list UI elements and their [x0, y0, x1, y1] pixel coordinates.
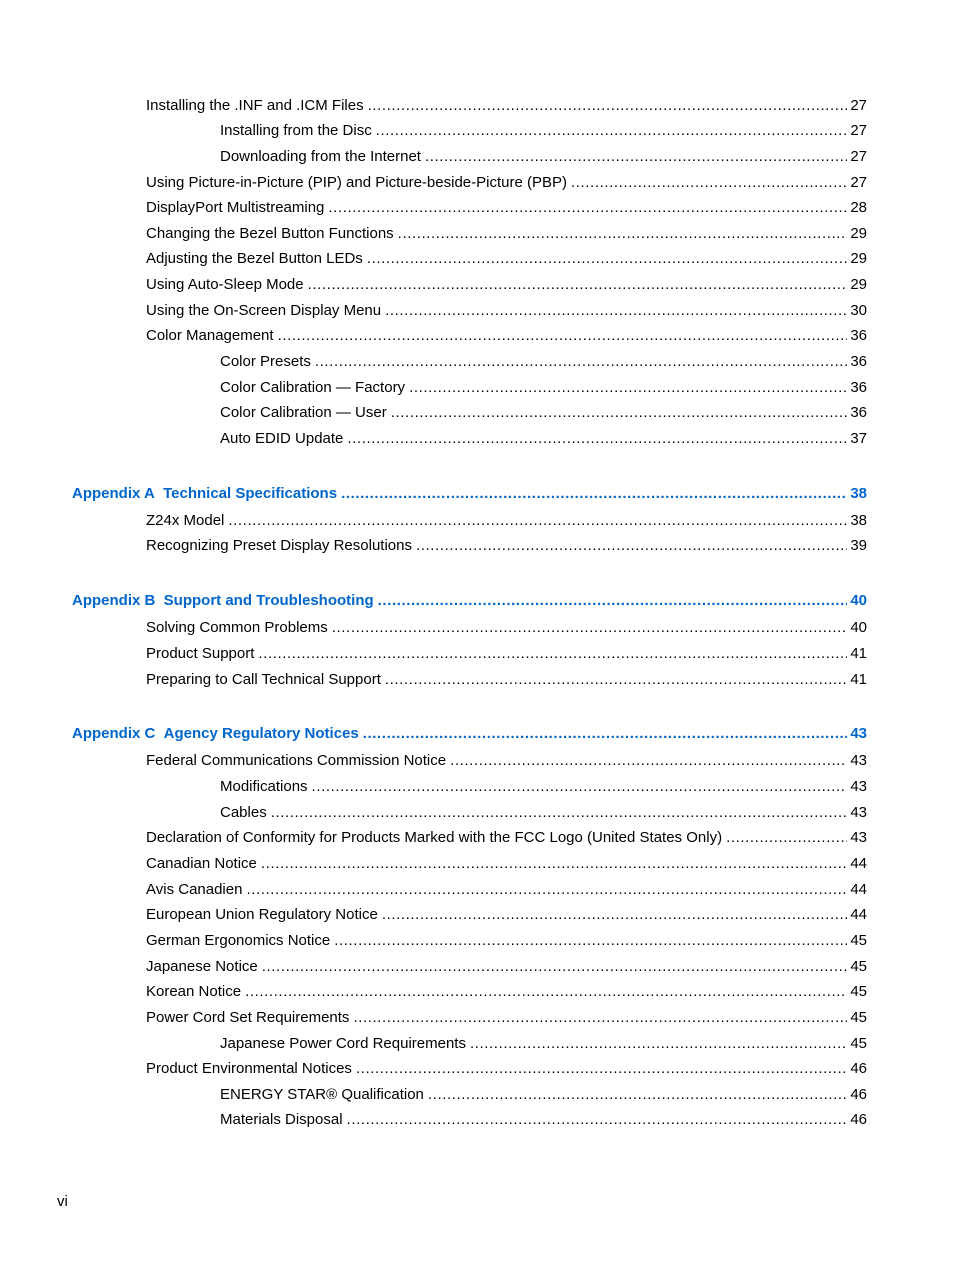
toc-entry-title: Z24x Model [146, 512, 225, 529]
toc-entry-title: German Ergonomics Notice [146, 932, 331, 949]
toc-entry-title: Appendix B Support and Troubleshooting [72, 592, 374, 609]
toc-page-number: 44 [850, 881, 867, 898]
toc-entry-title: Korean Notice [146, 983, 242, 1000]
dot-leader [258, 643, 847, 665]
toc-entry-title: Federal Communications Commission Notice [146, 752, 447, 769]
toc-entry[interactable] [146, 325, 867, 347]
toc-entry-title: Power Cord Set Requirements [146, 1009, 350, 1026]
toc-entry[interactable] [146, 1058, 867, 1080]
toc-entry[interactable] [220, 428, 867, 450]
dot-leader [347, 428, 847, 450]
dot-leader [378, 590, 848, 612]
dot-leader [428, 1084, 847, 1106]
dot-leader [726, 827, 847, 849]
toc-entry-title: Downloading from the Internet [220, 148, 421, 165]
toc-entry[interactable] [146, 197, 867, 219]
dot-leader [341, 483, 847, 505]
toc-page-number: 43 [850, 752, 867, 769]
toc-entry[interactable] [146, 853, 867, 875]
dot-leader [315, 351, 847, 373]
toc-page-number: 46 [850, 1086, 867, 1103]
toc-entry[interactable] [146, 1007, 867, 1029]
toc-entry[interactable] [146, 95, 867, 117]
toc-entry[interactable] [220, 402, 867, 424]
toc-page-number: 28 [850, 199, 867, 216]
toc-entry[interactable] [220, 146, 867, 168]
toc-entry[interactable] [220, 776, 867, 798]
dot-leader [353, 1007, 847, 1029]
dot-leader [425, 146, 847, 168]
toc-page-number: 36 [850, 353, 867, 370]
toc-page-number: 27 [850, 174, 867, 191]
toc-entry[interactable] [146, 956, 867, 978]
toc-entry[interactable] [146, 981, 867, 1003]
toc-entry-title: Appendix C Agency Regulatory Notices [72, 725, 359, 742]
toc-page-number: 29 [850, 225, 867, 242]
toc-entry-title: Color Management [146, 327, 274, 344]
dot-leader [356, 1058, 847, 1080]
toc-page-number: 43 [850, 725, 867, 742]
toc-entry[interactable] [220, 802, 867, 824]
dot-leader [450, 750, 847, 772]
page-number-footer: vi [57, 1193, 68, 1210]
dot-leader [398, 223, 848, 245]
toc-entry[interactable] [146, 535, 867, 557]
toc-page-number: 29 [850, 250, 867, 267]
toc-page-number: 41 [850, 671, 867, 688]
toc-page-number: 45 [850, 983, 867, 1000]
toc-page-number: 40 [850, 619, 867, 636]
toc-entry-title: Avis Canadien [146, 881, 243, 898]
toc-page-number: 27 [850, 97, 867, 114]
dot-leader [382, 904, 848, 926]
toc-entry-title: Recognizing Preset Display Resolutions [146, 537, 412, 554]
toc-entry[interactable] [146, 510, 867, 532]
toc-entry-title: Using Picture-in-Picture (PIP) and Picture-beside-Picture (PBP) [146, 174, 567, 191]
toc-entry-title: DisplayPort Multistreaming [146, 199, 325, 216]
toc-appendix-c[interactable] [72, 723, 867, 745]
toc-page-number: 30 [850, 302, 867, 319]
toc-page-number: 44 [850, 906, 867, 923]
toc-entry-title: Appendix A Technical Specifications [72, 485, 338, 502]
toc-appendix-a[interactable] [72, 483, 867, 505]
toc-entry[interactable] [146, 248, 867, 270]
toc-page-number: 45 [850, 932, 867, 949]
dot-leader [246, 879, 847, 901]
dot-leader [363, 723, 848, 745]
toc-entry-title: Changing the Bezel Button Functions [146, 225, 394, 242]
toc-entry-title: European Union Regulatory Notice [146, 906, 378, 923]
toc-entry[interactable] [146, 827, 867, 849]
toc-entry-title: Declaration of Conformity for Products Marked with the FCC Logo (United States Only) [146, 829, 723, 846]
toc-entry[interactable] [220, 377, 867, 399]
toc-entry-title: Materials Disposal [220, 1111, 343, 1128]
dot-leader [416, 535, 847, 557]
dot-leader [245, 981, 847, 1003]
toc-page-number: 46 [850, 1111, 867, 1128]
dot-leader [262, 956, 848, 978]
toc-entry[interactable] [146, 904, 867, 926]
toc-entry[interactable] [220, 1084, 867, 1106]
toc-page-number: 36 [850, 404, 867, 421]
dot-leader [376, 120, 848, 142]
dot-leader [385, 669, 847, 691]
toc-page-number: 29 [850, 276, 867, 293]
toc-entry[interactable] [146, 617, 867, 639]
toc-entry-title: Color Calibration — User [220, 404, 387, 421]
dot-leader [278, 325, 848, 347]
toc-page-number: 40 [850, 592, 867, 609]
dot-leader [470, 1033, 847, 1055]
dot-leader [385, 300, 847, 322]
toc-entry-title: ENERGY STAR® Qualification [220, 1086, 424, 1103]
toc-page-number: 43 [850, 804, 867, 821]
toc-entry[interactable] [220, 120, 867, 142]
toc-page-number: 36 [850, 379, 867, 396]
toc-entry-title: Auto EDID Update [220, 430, 344, 447]
toc-page-number: 38 [850, 512, 867, 529]
toc-appendix-b[interactable] [72, 590, 867, 612]
dot-leader [571, 172, 847, 194]
toc-entry[interactable] [220, 1033, 867, 1055]
toc-entry-title: Using Auto-Sleep Mode [146, 276, 304, 293]
toc-entry[interactable] [146, 750, 867, 772]
toc-page-number: 45 [850, 1009, 867, 1026]
toc-entry[interactable] [220, 351, 867, 373]
toc-entry-title: Color Presets [220, 353, 311, 370]
toc-entry-title: Product Support [146, 645, 255, 662]
toc-entry-title: Solving Common Problems [146, 619, 328, 636]
toc-entry-title: Product Environmental Notices [146, 1060, 352, 1077]
toc-entry[interactable] [146, 172, 867, 194]
toc-page-number: 45 [850, 1035, 867, 1052]
dot-leader [261, 853, 847, 875]
toc-page-number: 39 [850, 537, 867, 554]
toc-entry[interactable] [146, 643, 867, 665]
toc-entry[interactable] [146, 223, 867, 245]
toc-entry-title: Modifications [220, 778, 308, 795]
dot-leader [347, 1109, 848, 1131]
toc-page-number: 27 [850, 122, 867, 139]
dot-leader [308, 274, 848, 296]
toc-entry[interactable] [146, 669, 867, 691]
toc-page-number: 45 [850, 958, 867, 975]
toc-page-number: 43 [850, 778, 867, 795]
dot-leader [409, 377, 847, 399]
toc-page-number: 38 [850, 485, 867, 502]
toc-page-number: 36 [850, 327, 867, 344]
dot-leader [391, 402, 848, 424]
toc-entry-title: Installing from the Disc [220, 122, 372, 139]
toc-page-number: 44 [850, 855, 867, 872]
dot-leader [228, 510, 847, 532]
toc-entry-title: Preparing to Call Technical Support [146, 671, 381, 688]
toc-entry-title: Adjusting the Bezel Button LEDs [146, 250, 363, 267]
toc-entry-title: Installing the .INF and .ICM Files [146, 97, 364, 114]
toc-page-number: 43 [850, 829, 867, 846]
toc-page-number: 37 [850, 430, 867, 447]
dot-leader [271, 802, 848, 824]
dot-leader [332, 617, 848, 639]
dot-leader [312, 776, 848, 798]
toc-page-number: 27 [850, 148, 867, 165]
toc-entry-title: Using the On-Screen Display Menu [146, 302, 382, 319]
toc-page-number: 46 [850, 1060, 867, 1077]
toc-entry-title: Canadian Notice [146, 855, 257, 872]
dot-leader [368, 95, 848, 117]
toc-entry-title: Color Calibration — Factory [220, 379, 406, 396]
toc-entry[interactable] [146, 930, 867, 952]
dot-leader [328, 197, 847, 219]
toc-entry[interactable] [146, 274, 867, 296]
toc-entry[interactable] [146, 879, 867, 901]
dot-leader [334, 930, 847, 952]
dot-leader [367, 248, 848, 270]
toc-page-number: 41 [850, 645, 867, 662]
toc-entry-title: Japanese Notice [146, 958, 258, 975]
toc-entry[interactable] [220, 1109, 867, 1131]
toc-entry-title: Japanese Power Cord Requirements [220, 1035, 466, 1052]
toc-entry[interactable] [146, 300, 867, 322]
toc-entry-title: Cables [220, 804, 267, 821]
